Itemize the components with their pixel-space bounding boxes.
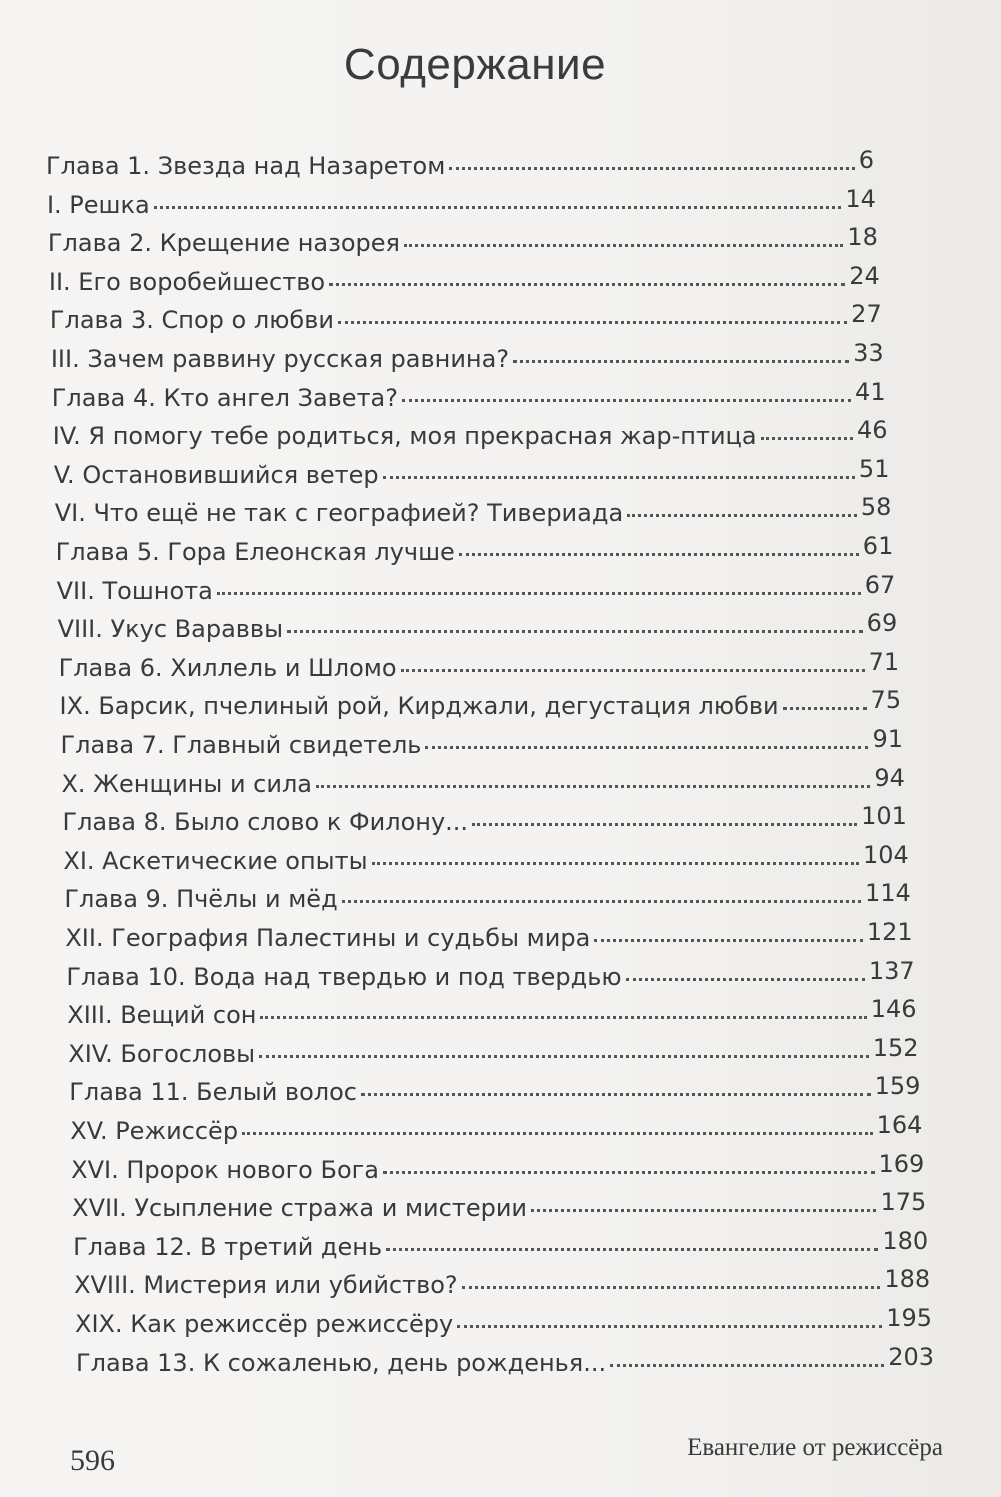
toc-entry [52,416,888,460]
toc-entry-title: Глава 3. Спор о любви [49,306,334,335]
toc-entry-title: VII. Тошнота [56,576,213,605]
toc-entry-title: XII. География Палестины и судьбы мира [65,924,591,952]
toc-entry-title: VI. Что ещё не так с географией? Тивериада [54,499,624,528]
toc-entry-page: 180 [882,1226,929,1255]
toc-entry [68,1033,919,1078]
toc-entry-title: XIX. Как режиссёр режиссёру [75,1310,454,1338]
toc-entry-page: 18 [847,223,878,252]
toc-entry-title: XVII. Усыпление стража и мистерии [72,1194,528,1223]
toc-entry-page: 69 [866,609,898,638]
toc-entry [51,377,886,422]
toc-entry-title: II. Его воробейшество [48,267,326,296]
toc-entry-title: XIII. Вещий сон [67,1001,257,1030]
toc-entry-title: V. Остановившийся ветер [53,460,379,489]
toc-entry-title: X. Женщины и сила [61,769,313,798]
toc-entry-title: Глава 9. Пчёлы и мёд [64,885,338,914]
toc-entry-page: 14 [845,184,876,213]
toc-leader-dots [242,1132,873,1135]
toc-entry-title: Глава 11. Белый волос [69,1078,357,1107]
toc-leader-dots [316,785,870,788]
toc-leader-dots [217,592,861,595]
toc-entry-page: 75 [870,686,902,715]
toc-entry-title: Глава 2. Крещение назорея [47,229,400,258]
toc-entry [67,995,917,1039]
toc-leader-dots [338,321,847,324]
toc-entry-page: 71 [868,647,900,676]
toc-entry-page: 121 [866,918,913,946]
toc-entry [53,454,890,499]
toc-leader-dots [531,1209,876,1212]
toc-leader-dots [383,476,855,479]
running-footer-book-title: Евангелие от режиссёра [687,1434,943,1461]
toc-entry [59,686,902,730]
toc-entry-title: Глава 6. Хиллель и Шломо [58,653,397,682]
toc-entry-page: 159 [874,1072,921,1101]
toc-entry [46,146,874,190]
toc-leader-dots [594,939,863,942]
toc-leader-dots [626,978,865,981]
toc-entry-title: IV. Я помогу тебе родиться, моя прекрасная жар-птица [52,422,757,451]
toc-entry [74,1265,931,1309]
toc-entry-page: 203 [888,1342,934,1371]
toc-leader-dots [329,283,845,286]
toc-entry-page: 46 [856,416,888,445]
toc-leader-dots [383,1171,875,1174]
toc-entry [58,647,900,692]
toc-leader-dots [425,746,868,749]
toc-entry-title: XV. Режиссёр [70,1117,239,1145]
toc-entry-page: 164 [876,1111,923,1139]
toc-leader-dots [342,900,861,903]
toc-entry-title: XVIII. Мистерия или убийство? [74,1271,458,1300]
toc-entry [69,1072,921,1116]
toc-entry-title: I. Решка [46,190,150,219]
toc-entry-title: XIV. Богословы [68,1039,256,1068]
toc-entry [55,532,894,576]
toc-leader-dots [610,1364,884,1367]
toc-entry-title: XVI. Пророк нового Бога [71,1155,379,1184]
toc-entry-title: Глава 7. Главный свидетель [60,731,422,759]
toc-leader-dots [260,1016,866,1019]
toc-entry [76,1342,934,1387]
toc-entry-title: III. Зачем раввину русская равнина? [50,345,510,373]
toc-entry [50,339,884,383]
toc-entry [62,802,907,846]
toc-entry-page: 188 [884,1265,931,1294]
toc-entry [64,879,911,923]
toc-leader-dots [783,707,867,710]
toc-entry [48,261,880,306]
toc-entry [49,300,882,344]
toc-leader-dots [457,1325,882,1328]
toc-entry-page: 24 [849,261,880,290]
toc-entry [63,840,909,885]
toc-entry [66,956,915,1001]
toc-entry [70,1111,923,1155]
toc-entry-page: 67 [864,570,896,599]
toc-entry-page: 91 [872,725,904,753]
toc-entry [47,223,878,267]
toc-entry-page: 169 [878,1149,925,1178]
toc-entry [73,1226,929,1271]
toc-leader-dots [459,553,859,556]
toc-entry [60,725,904,769]
toc-entry-title: IX. Барсик, пчелиный рой, Кирджали, дегустация любви [59,692,779,721]
toc-entry [72,1188,927,1232]
toc-entry-title: XI. Аскетические опыты [63,846,368,875]
toc-leader-dots [513,360,849,363]
toc-entry-page: 137 [868,956,915,985]
toc-entry-page: 27 [851,300,882,329]
toc-leader-dots [361,1093,871,1096]
toc-entry-title: Глава 13. К сожаленью, день рожденья... [76,1348,607,1377]
toc-entry-page: 114 [864,879,911,908]
toc-entry-title: Глава 8. Было слово к Филону... [62,808,469,837]
toc-leader-dots [372,862,859,865]
toc-entry-page: 104 [863,840,909,869]
toc-leader-dots [404,244,843,247]
toc-leader-dots [627,514,857,517]
toc-entry [46,184,876,229]
toc-entry-title: Глава 10. Вода над твердью и под твердью [66,962,622,991]
toc-leader-dots [259,1055,869,1058]
toc-entry [65,918,913,962]
toc-entry [56,570,896,615]
toc-leader-dots [401,669,865,672]
toc-entry-title: Глава 4. Кто ангел Завета? [51,383,398,412]
toc-entry-page: 51 [858,454,890,483]
toc-entry-title: Глава 1. Звезда над Назаретом [46,152,446,180]
toc-entry-page: 33 [853,339,884,367]
toc-entry [71,1149,925,1194]
toc-entry-page: 6 [858,146,874,174]
toc-entry-page: 58 [860,493,892,522]
toc-leader-dots [761,437,853,440]
bleed-through-texture [906,50,1001,850]
toc-leader-dots [154,206,842,209]
toc-entry-page: 41 [855,377,886,406]
toc-entry-title: Глава 12. В третий день [73,1232,383,1261]
toc-entry-page: 94 [874,763,905,792]
toc-leader-dots [287,630,863,633]
toc-leader-dots [386,1248,878,1251]
toc-entry [61,763,905,808]
toc-leader-dots [402,399,851,402]
toc-entry [54,493,892,537]
page-title: Содержание [343,40,607,89]
toc-leader-dots [449,167,854,170]
toc-entry-page: 175 [880,1188,927,1217]
toc-entry [57,609,898,653]
toc-entry-title: Глава 5. Гора Елеонская лучше [55,538,455,566]
toc-entry-page: 61 [862,532,894,560]
toc-entry [75,1304,933,1348]
page-number: 596 [70,1444,115,1477]
toc-leader-dots [462,1286,881,1289]
toc-leader-dots [472,823,857,826]
toc-entry-page: 101 [861,802,907,831]
toc-entry-page: 152 [872,1033,919,1062]
toc-entry-page: 195 [886,1304,933,1332]
toc-entry-title: VIII. Укус Вараввы [57,615,284,644]
toc-entry-page: 146 [870,995,917,1024]
